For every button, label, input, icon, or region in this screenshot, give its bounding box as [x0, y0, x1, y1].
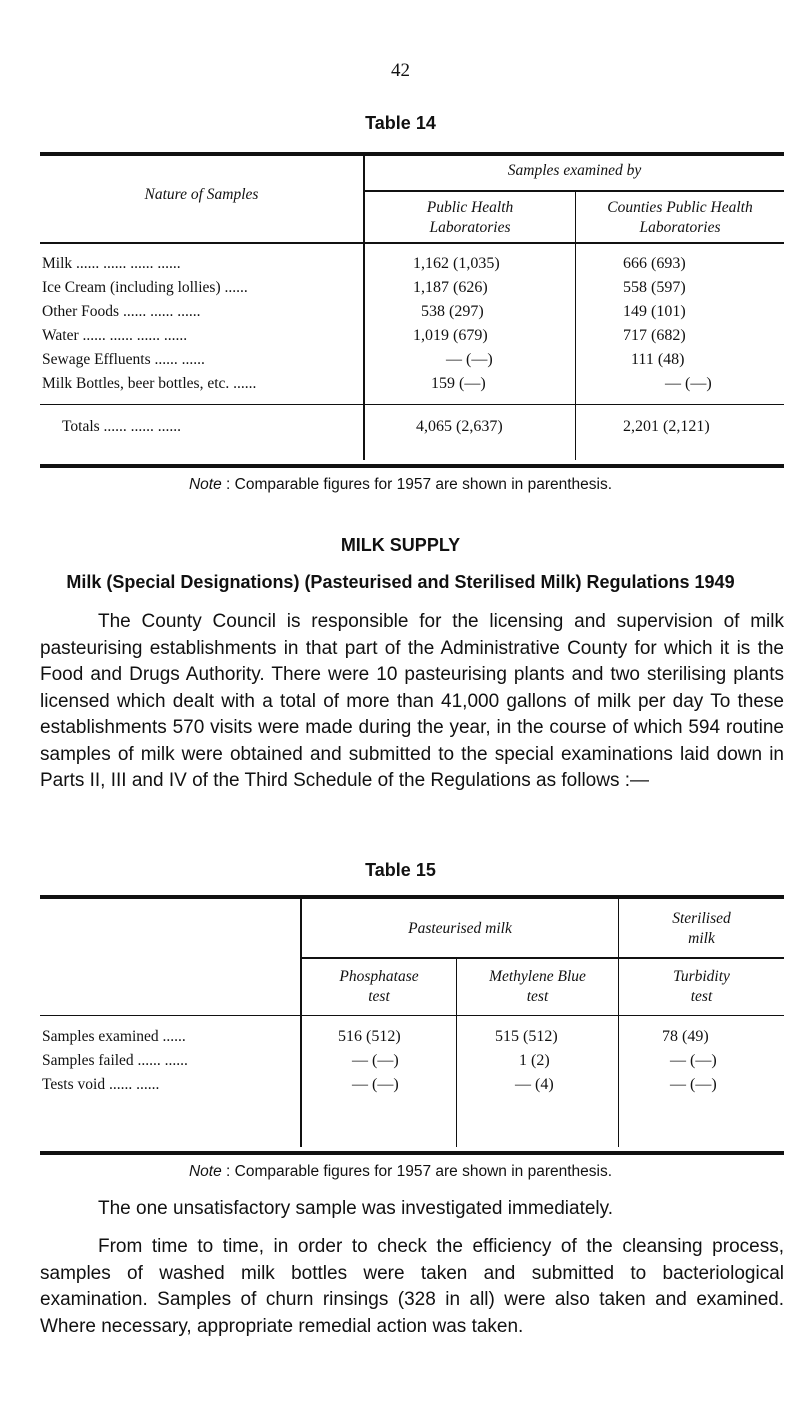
row-label: Samples examined ...... — [42, 1028, 186, 1045]
header-cphl: Counties Public Health Laboratories — [607, 199, 753, 236]
cell-methylene: 1 (2) — [519, 1052, 550, 1069]
divider — [302, 957, 784, 959]
header-phl: Public Health Laboratories — [426, 199, 514, 236]
table-15-note: Note : Comparable figures for 1957 are shown in parenthesis. — [188, 1163, 613, 1180]
cell-cphl: 666 (693) — [623, 255, 686, 272]
cell-phl: 1,162 (1,035) — [413, 255, 500, 272]
header-nature: Nature of Samples — [144, 186, 259, 203]
cell-phl: 1,187 (626) — [413, 279, 488, 296]
header-phosphatase: Phosphatase test — [339, 968, 419, 1005]
cell-phl: 159 (—) — [431, 375, 486, 392]
cell-phosphatase: — (—) — [352, 1076, 399, 1093]
divider — [365, 190, 784, 192]
totals-label: Totals ...... ...... ...... — [62, 418, 182, 435]
totals-cphl: 2,201 (2,121) — [623, 418, 710, 435]
cell-cphl: 558 (597) — [623, 279, 686, 296]
cell-turbidity: — (—) — [670, 1076, 717, 1093]
divider — [40, 242, 784, 244]
cell-turbidity: 78 (49) — [662, 1028, 709, 1045]
table-14-note: Note : Comparable figures for 1957 are shown in parenthesis. — [188, 476, 613, 493]
row-label: Milk ...... ...... ...... ...... — [42, 255, 181, 272]
cell-phl: — (—) — [446, 351, 493, 368]
milk-supply-heading: MILK SUPPLY — [340, 535, 461, 555]
cell-cphl: 717 (682) — [623, 327, 686, 344]
paragraph-2: The one unsatisfactory sample was investigated immediately. — [98, 1198, 614, 1219]
cell-phl: 1,019 (679) — [413, 327, 488, 344]
paragraph-3: From time to time, in order to check the efficiency of the cleansing process, samples of washed milk bottles were taken and submitted to bacteriological examination. Samples of churn rinsings (328 in all) were also taken and examined. Where necessary, appropriate remedial action was taken. — [40, 1236, 784, 1337]
cell-methylene: 515 (512) — [495, 1028, 558, 1045]
cell-cphl: 149 (101) — [623, 303, 686, 320]
cell-cphl: — (—) — [665, 375, 712, 392]
page-number: 42 — [391, 60, 410, 81]
header-methylene: Methylene Blue test — [489, 968, 586, 1005]
cell-phosphatase: — (—) — [352, 1052, 399, 1069]
cell-methylene: — (4) — [515, 1076, 554, 1093]
table-15-title: Table 15 — [365, 860, 436, 880]
row-label: Samples failed ...... ...... — [42, 1052, 188, 1069]
cell-phosphatase: 516 (512) — [338, 1028, 401, 1045]
table-14-title: Table 14 — [365, 113, 436, 133]
header-turbidity: Turbidity test — [673, 968, 730, 1005]
row-label: Water ...... ...... ...... ...... — [42, 327, 188, 344]
table-15 — [40, 895, 784, 1155]
divider — [40, 404, 784, 405]
regulations-heading: Milk (Special Designations) (Pasteurised and Sterilised Milk) Regulations 1949 — [66, 572, 735, 592]
row-label: Milk Bottles, beer bottles, etc. ...... — [42, 375, 257, 392]
row-label: Sewage Effluents ...... ...... — [42, 351, 205, 368]
paragraph-1: The County Council is responsible for the licensing and supervision of milk pasteurising establishments in that part of the Administrative County for which it is the Food and Drugs Authority. There were 10 pasteurising plants and two sterilising plants licensed which dealt with a total of more than 41,000 gallons of milk per day To these establishments 570 visits were made during the year, in the course of which 594 routine samples of milk were obtained and submitted to the special examinations laid down in Parts II, III and IV of the Third Schedule of the Regulations as follows :— — [40, 611, 784, 791]
cell-cphl: 111 (48) — [631, 351, 685, 368]
cell-turbidity: — (—) — [670, 1052, 717, 1069]
cell-phl: 538 (297) — [421, 303, 484, 320]
row-label: Tests void ...... ...... — [42, 1076, 160, 1093]
divider — [40, 1015, 784, 1016]
totals-phl: 4,065 (2,637) — [416, 418, 503, 435]
header-pasteurised: Pasteurised milk — [408, 920, 512, 937]
table-14 — [40, 152, 784, 468]
header-sterilised: Sterilised milk — [672, 910, 731, 947]
header-examined-by: Samples examined by — [507, 162, 642, 179]
row-label: Ice Cream (including lollies) ...... — [42, 279, 248, 296]
row-label: Other Foods ...... ...... ...... — [42, 303, 201, 320]
